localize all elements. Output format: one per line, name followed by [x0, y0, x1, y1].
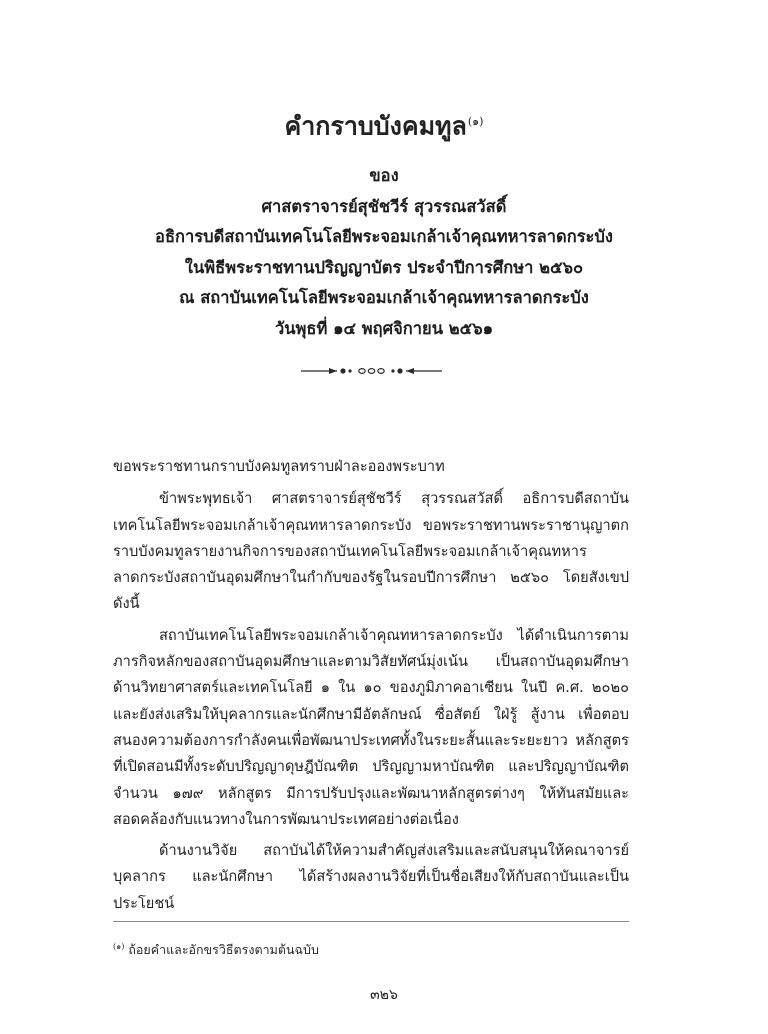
- header-line-position: อธิการบดีสถาบันเทคโนโลยีพระจอมเกล้าเจ้าคุณทหารลาดกระบัง: [155, 227, 613, 246]
- page-number: ๓๒๖: [370, 987, 398, 1003]
- header-line-date: วันพุธที่ ๑๔ พฤศจิกายน ๒๕๖๑: [274, 318, 494, 338]
- header-line-ceremony: ในพิธีพระราชทานปริญญาบัตร ประจำปีการศึกษา ๒๕๖๐: [184, 257, 584, 277]
- header-line-speaker: ศาสตราจารย์สุชัชวีร์ สุวรรณสวัสดิ์: [261, 196, 507, 216]
- paragraph-introduction: ข้าพระพุทธเจ้า ศาสตราจารย์สุชัชวีร์ สุวรรณสวัสดิ์ อธิการบดีสถาบันเทคโนโลยีพระจอมเกล้าเจ้าคุณทหารลาดกระบัง ขอพระราชทานพระราชานุญาตกราบบังคมทูลรายงานกิจการของสถาบันเทคโนโลยีพระจอมเกล้าเจ้าคุณทหารลาดกระบังสถาบันอุดมศึกษาในกำกับของรัฐในรอบปีการศึกษา ๒๕๖๐ โดยสังเขป ดังนี้: [113, 490, 629, 613]
- salutation: ขอพระราชทานกราบบังคมทูลทราบฝ่าละอองพระบาท: [113, 458, 445, 475]
- title-footnote-marker: (๑): [467, 115, 484, 128]
- header-line-venue: ณ สถาบันเทคโนโลยีพระจอมเกล้าเจ้าคุณทหารลาดกระบัง: [179, 288, 589, 307]
- page-title: [0, 104, 768, 144]
- paragraph-mission: สถาบันเทคโนโลยีพระจอมเกล้าเจ้าคุณทหารลาดกระบัง ได้ดำเนินการตามภารกิจหลักของสถาบันอุดมศึกษาและตามวิสัยทัศน์มุ่งเน้น เป็นสถาบันอุดมศึกษาด้านวิทยาศาสตร์และเทคโนโลยี ๑ ใน ๑๐ ของภูมิภาคอาเซียน ในปี ค.ศ. ๒๐๒๐ และยังส่งเสริมให้บุคลากรและนักศึกษามีอัตลักษณ์ ซื่อสัตย์ ใฝ่รู้ สู้งาน เพื่อตอบสนองความต้องการกำลังคนเพื่อพัฒนาประเทศทั้งในระยะสั้นและระยะยาว หลักสูตรที่เปิดสอนมีทั้งระดับปริญญาดุษฎีบัณฑิต ปริญญามหาบัณฑิต และปริญญาบัณฑิต จำนวน ๑๗๙ หลักสูตร มีการปรับปรุงและพัฒนาหลักสูตรต่างๆ ให้ทันสมัยและสอดคล้องกับแนวทางในการพัฒนาประเทศอย่างต่อเนื่อง: [113, 626, 629, 828]
- paragraph-research: ด้านงานวิจัย สถาบันได้ให้ความสำคัญส่งเสริมและสนับสนุนให้คณาจารย์ บุคลากร และนักศึกษา ได้สร้างผลงานวิจัยที่เป็นชื่อเสียงให้กับสถาบันและเป็นประโยชน์: [113, 842, 629, 912]
- footnote-divider: [113, 921, 629, 922]
- decorative-divider-icon: [299, 360, 444, 382]
- header-line-of: ของ: [369, 166, 399, 185]
- footnote-marker: (๑): [113, 942, 125, 951]
- speech-body: [113, 454, 629, 922]
- title-text: คำกราบบังคมทูล: [284, 111, 467, 141]
- footnote-text: ถ้อยคำและอักขรวิธีตรงตามต้นฉบับ: [128, 942, 319, 958]
- speech-header: [0, 161, 768, 344]
- footnote: [113, 937, 629, 960]
